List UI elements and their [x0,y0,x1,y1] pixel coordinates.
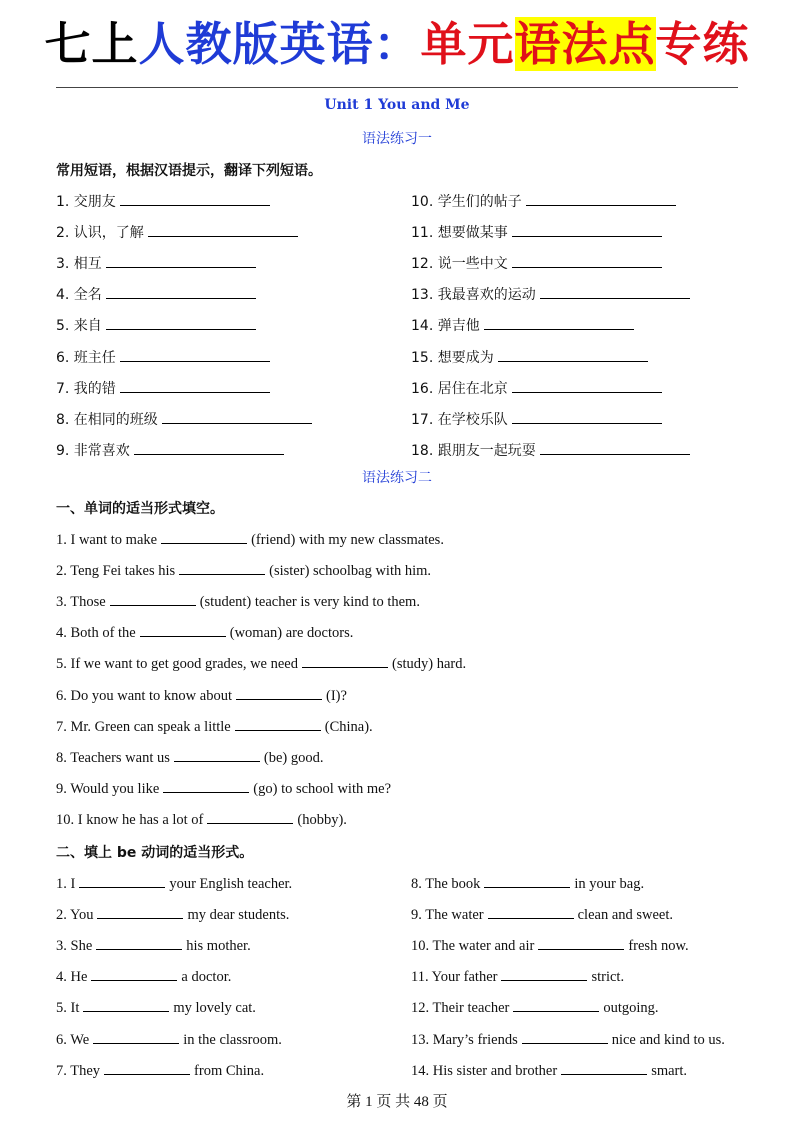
part2-instruction: 二、填上 be 动词的适当形式。 [56,845,254,861]
answer-blank[interactable] [97,903,183,919]
be-verb-item [56,965,231,987]
phrase-item [411,439,694,461]
answer-blank[interactable] [106,252,256,268]
answer-blank[interactable] [236,684,322,700]
sentence-before: 1. I want to make [56,532,158,548]
answer-blank[interactable] [174,746,260,762]
answer-blank[interactable] [540,439,690,455]
phrase-prompt: 4. 全名 [56,287,102,304]
sentence-after: in the classroom. [183,1031,282,1048]
sentence-before: 4. He [56,969,88,986]
exercise2-title: 语法练习二 [362,470,432,486]
phrase-prompt: 5. 来自 [56,318,102,335]
phrase-prompt: 2. 认识，了解 [56,225,144,242]
answer-blank[interactable] [161,528,247,544]
answer-blank[interactable] [120,190,270,206]
sentence-after: nice and kind to us. [611,1031,725,1048]
sentence-after: clean and sweet. [577,907,674,924]
answer-blank[interactable] [561,1059,647,1075]
sentence-after: (student) teacher is very kind to them. [199,594,420,611]
sentence-before: 13. Mary’s friends [411,1031,518,1048]
part1-instruction: 一、单词的适当形式填空。 [56,501,224,517]
phrase-item [411,377,666,399]
title-part-unit: 单元 [420,17,515,71]
answer-blank[interactable] [484,314,634,330]
phrase-item [411,283,694,305]
phrase-item [411,190,680,212]
sentence-before: 10. The water and air [411,938,535,955]
answer-blank[interactable] [484,872,570,888]
sentence-after: (be) good. [263,749,324,766]
answer-blank[interactable] [120,377,270,393]
phrase-prompt: 18. 跟朋友一起玩耍 [411,442,536,459]
fill-in-item [56,652,466,674]
sentence-after: from China. [194,1062,265,1079]
page-number: 第 1 页 共 48 页 [346,1094,448,1110]
fill-in-item [56,808,347,830]
sentence-before: 5. If we want to get good grades, we need [56,656,298,673]
answer-blank[interactable] [526,190,676,206]
fill-in-item [56,684,347,706]
phrase-prompt: 11. 想要做某事 [411,225,508,242]
sentence-after: (go) to school with me? [253,780,392,797]
sentence-before: 4. Both of the [56,625,136,642]
phrase-prompt: 17. 在学校乐队 [411,411,508,428]
answer-blank[interactable] [106,283,256,299]
answer-blank[interactable] [148,221,298,237]
sentence-before: 12. Their teacher [411,1000,510,1017]
sentence-after: (I)? [326,687,347,704]
sentence-after: in your bag. [574,876,645,892]
answer-blank[interactable] [93,1028,179,1044]
answer-blank[interactable] [488,903,574,919]
fill-in-item [56,559,431,581]
sentence-before: 9. Would you like [56,780,160,797]
be-verb-item [411,903,673,925]
answer-blank[interactable] [134,439,284,455]
sentence-after: strict. [591,969,625,986]
answer-blank[interactable] [540,283,690,299]
title-part-highlight: 语法点 [514,17,656,71]
exercise1-instruction: 常用短语，根据汉语提示，翻译下列短语。 [56,163,322,179]
phrase-prompt: 1. 交朋友 [56,194,116,210]
be-verb-item [411,1028,725,1050]
title-part-grade: 七上 [44,17,139,71]
be-verb-item [56,996,256,1018]
be-verb-item [411,1059,687,1081]
phrase-prompt: 16. 居住在北京 [411,380,508,397]
sentence-before: 10. I know he has a lot of [56,811,204,828]
fill-in-item [56,590,420,612]
answer-blank[interactable] [106,314,256,330]
sentence-before: 5. It [56,1000,80,1017]
fill-in-item [56,777,391,799]
be-verb-item [56,1028,282,1050]
phrase-prompt: 10. 学生们的帖子 [411,194,522,210]
be-verb-item [56,1059,264,1081]
phrase-prompt: 12. 说一些中文 [411,256,508,273]
answer-blank[interactable] [498,346,648,362]
answer-blank[interactable] [110,590,196,606]
answer-blank[interactable] [91,965,177,981]
sentence-before: 14. His sister and brother [411,1062,558,1079]
phrase-item [411,346,652,368]
be-verb-item [411,996,659,1018]
sentence-before: 6. We [56,1031,90,1048]
title-part-practice: 专练 [655,17,750,71]
phrase-prompt: 3. 相互 [56,256,102,273]
sentence-before: 8. Teachers want us [56,749,170,766]
answer-blank[interactable] [120,346,270,362]
answer-blank[interactable] [83,996,169,1012]
phrase-prompt: 7. 我的错 [56,380,116,397]
phrase-item [56,346,274,368]
sentence-after: (hobby). [297,811,347,828]
sentence-before: 9. The water [411,907,484,924]
answer-blank[interactable] [512,221,662,237]
phrase-prompt: 6. 班主任 [56,349,116,366]
sentence-before: 7. They [56,1062,101,1079]
sentence-before: 3. She [56,938,93,955]
sentence-after: (woman) are doctors. [229,625,354,642]
phrase-item [411,252,666,274]
phrase-item [411,221,666,243]
answer-blank[interactable] [162,408,312,424]
phrase-prompt: 13. 我最喜欢的运动 [411,287,536,304]
sentence-after: outgoing. [603,1000,659,1017]
answer-blank[interactable] [512,408,662,424]
sentence-before: 2. Teng Fei takes his [56,563,176,580]
sentence-after: smart. [651,1062,688,1079]
sentence-after: my dear students. [187,907,290,924]
sentence-before: 3. Those [56,594,106,611]
sentence-after: (sister) schoolbag with him. [269,563,432,580]
answer-blank[interactable] [96,934,182,950]
answer-blank[interactable] [104,1059,190,1075]
be-verb-item [411,934,689,956]
exercise1-title: 语法练习一 [362,131,432,147]
phrase-prompt: 8. 在相同的班级 [56,411,158,428]
phrase-item [56,190,274,212]
sentence-after: (friend) with my new classmates. [251,532,444,548]
phrase-item [411,314,638,336]
phrase-item [56,252,260,274]
sentence-after: (study) hard. [392,656,467,673]
answer-blank[interactable] [512,377,662,393]
answer-blank[interactable] [207,808,293,824]
fill-in-item [56,715,373,737]
page-title [0,14,794,74]
fill-in-item [56,528,444,550]
phrase-item [56,377,274,399]
phrase-item [56,283,260,305]
unit-title: Unit 1 You and Me [324,97,470,113]
answer-blank[interactable] [512,252,662,268]
be-verb-item [56,872,292,894]
sentence-after: fresh now. [628,938,689,955]
sentence-before: 11. Your father [411,969,498,986]
be-verb-item [56,903,289,925]
be-verb-item [56,934,251,956]
be-verb-item [411,965,624,987]
phrase-item [56,439,288,461]
fill-in-item [56,621,353,643]
title-part-edition: 人教版英语： [138,17,421,71]
sentence-after: a doctor. [181,969,232,986]
sentence-after: your English teacher. [169,876,293,892]
sentence-before: 2. You [56,907,94,924]
phrase-prompt: 14. 弹吉他 [411,318,480,335]
be-verb-item [411,872,644,894]
phrase-prompt: 15. 想要成为 [411,349,494,366]
sentence-before: 6. Do you want to know about [56,687,232,704]
answer-blank[interactable] [179,559,265,575]
answer-blank[interactable] [302,652,388,668]
sentence-after: his mother. [186,938,251,955]
phrase-prompt: 9. 非常喜欢 [56,442,130,459]
answer-blank[interactable] [79,872,165,888]
sentence-before: 8. The book [411,876,481,892]
answer-blank[interactable] [538,934,624,950]
sentence-after: my lovely cat. [173,1000,256,1017]
phrase-item [411,408,666,430]
answer-blank[interactable] [140,621,226,637]
answer-blank[interactable] [163,777,249,793]
phrase-item [56,221,302,243]
header-divider [56,87,738,88]
answer-blank[interactable] [522,1028,608,1044]
sentence-before: 1. I [56,876,76,892]
phrase-item [56,408,316,430]
answer-blank[interactable] [235,715,321,731]
fill-in-item [56,746,323,768]
phrase-item [56,314,260,336]
answer-blank[interactable] [501,965,587,981]
answer-blank[interactable] [513,996,599,1012]
sentence-after: (China). [324,718,373,735]
sentence-before: 7. Mr. Green can speak a little [56,718,231,735]
